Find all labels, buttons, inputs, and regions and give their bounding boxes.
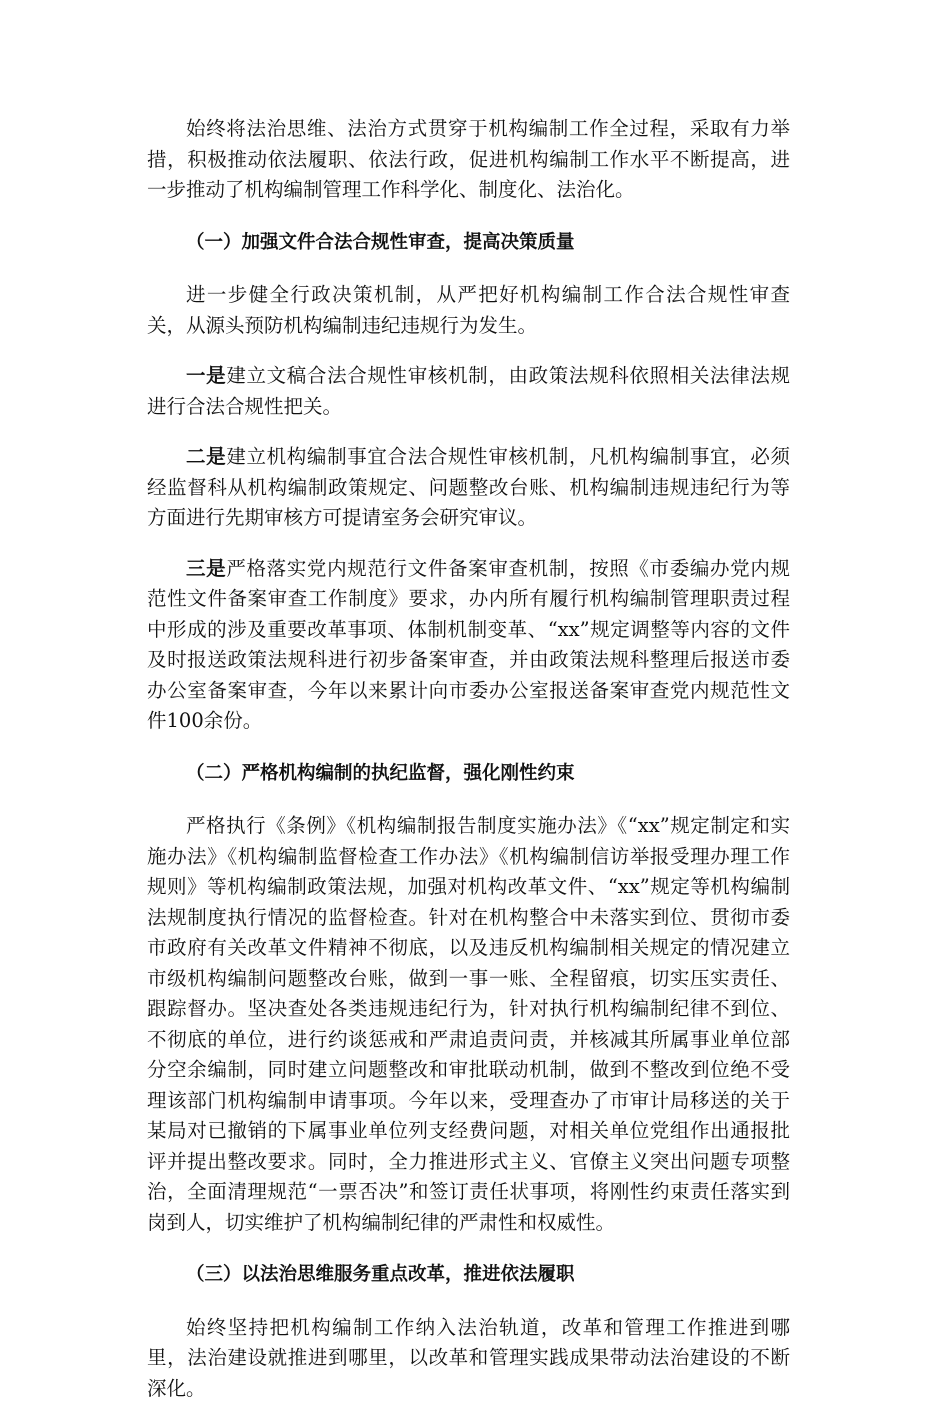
item-3-text: 严格落实党内规范行文件备案审查机制，按照《市委编办党内规范性文件备案审查工作制度》要求，办内所有履行机构编制管理职责过程中形成的涉及重要改革事项、体制机制变革、“xx”规定调整等内容的文件及时报送政策法规科进行初步备案审查，并由政策法规科整理后报送市委办公室备案审查，今年以来累计向市委办公室报送备案审查党内规范性文件100余份。 <box>147 557 790 733</box>
section-heading-2: （二）严格机构编制的执纪监督，强化刚性约束 <box>147 759 790 790</box>
item-3-paragraph <box>147 554 790 737</box>
item-2-lead: 二是 <box>186 445 226 468</box>
item-2-paragraph <box>147 442 790 534</box>
section-2-paragraph: 严格执行《条例》《机构编制报告制度实施办法》《“xx”规定制定和实施办法》《机构编制监督检查工作办法》《机构编制信访举报受理办理工作规则》等机构编制政策法规，加强对机构改革文件、“xx”规定等机构编制法规制度执行情况的监督检查。针对在机构整合中未落实到位、贯彻市委市政府有关改革文件精神不彻底，以及违反机构编制相关规定的情况建立市级机构编制问题整改台账，做到一事一账、全程留痕，切实压实责任、跟踪督办。坚决查处各类违规违纪行为，针对执行机构编制纪律不到位、不彻底的单位，进行约谈惩戒和严肃追责问责，并核减其所属事业单位部分空余编制，同时建立问题整改和审批联动机制，做到不整改到位绝不受理该部门机构编制申请事项。今年以来，受理查办了市审计局移送的关于某局对已撤销的下属事业单位列支经费问题，对相关单位党组作出通报批评并提出整改要求。同时，全力推进形式主义、官僚主义突出问题专项整治，全面清理规范“一票否决”和签订责任状事项，将刚性约束责任落实到岗到人，切实维护了机构编制纪律的严肃性和权威性。 <box>147 811 790 1238</box>
item-3-lead: 三是 <box>186 557 226 580</box>
intro-paragraph: 始终将法治思维、法治方式贯穿于机构编制工作全过程，采取有力举措，积极推动依法履职、依法行政，促进机构编制工作水平不断提高，进一步推动了机构编制管理工作科学化、制度化、法治化。 <box>147 114 790 206</box>
section-heading-3: （三）以法治思维服务重点改革，推进依法履职 <box>147 1260 790 1291</box>
section-1-paragraph: 进一步健全行政决策机制，从严把好机构编制工作合法合规性审查关，从源头预防机构编制违纪违规行为发生。 <box>147 280 790 341</box>
item-1-lead: 一是 <box>186 364 226 387</box>
item-1-paragraph <box>147 361 790 422</box>
item-2-text: 建立机构编制事宜合法合规性审核机制，凡机构编制事宜，必须经监督科从机构编制政策规定、问题整改台账、机构编制违规违纪行为等方面进行先期审核方可提请室务会研究审议。 <box>147 445 790 529</box>
section-3-paragraph: 始终坚持把机构编制工作纳入法治轨道，改革和管理工作推进到哪里，法治建设就推进到哪里，以改革和管理实践成果带动法治建设的不断深化。 <box>147 1313 790 1404</box>
item-1-text: 建立文稿合法合规性审核机制，由政策法规科依照相关法律法规进行合法合规性把关。 <box>147 364 790 418</box>
document-page <box>147 114 790 1404</box>
section-heading-1: （一）加强文件合法合规性审查，提高决策质量 <box>147 228 790 259</box>
